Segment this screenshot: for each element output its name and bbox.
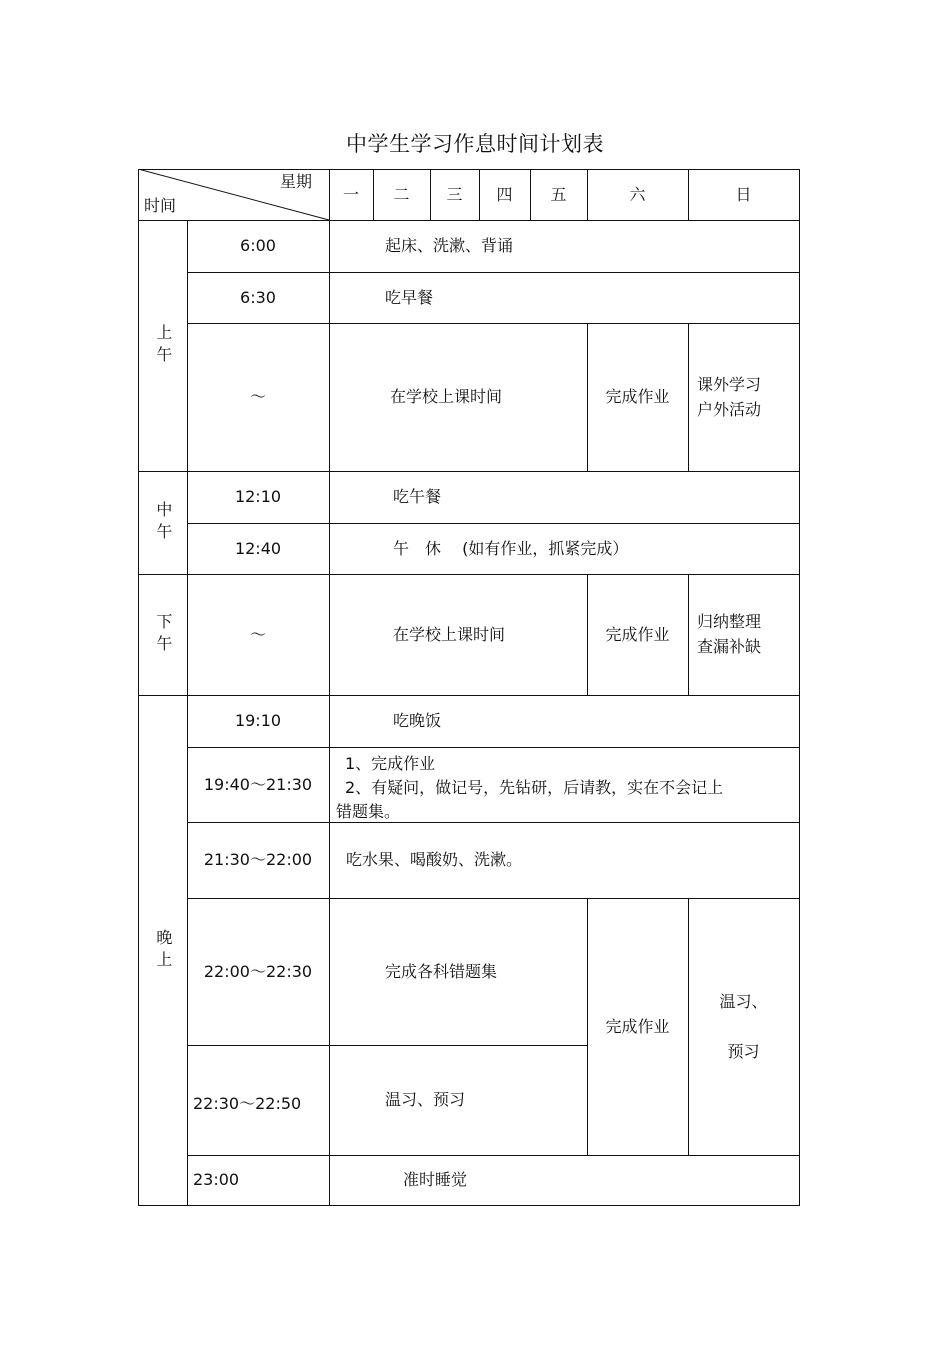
sunday-line: 查漏补缺 — [697, 637, 762, 656]
activity-cell: 午 休 (如有作业，抓紧完成） — [393, 538, 629, 558]
time-cell: 12:40 — [234, 538, 282, 558]
activity-cell: 在学校上课时间 — [390, 387, 503, 407]
activity-cell: 吃早餐 — [385, 287, 434, 307]
period-afternoon: 下午 — [153, 613, 173, 657]
activity-cell — [336, 752, 796, 824]
time-cell: 19:40～21:30 — [203, 774, 313, 794]
time-cell: 19:10 — [234, 711, 282, 731]
activity-cell: 吃午餐 — [393, 487, 442, 507]
day-header-fri: 五 — [550, 184, 567, 204]
activity-cell: 准时睡觉 — [403, 1170, 468, 1190]
period-noon: 中午 — [153, 501, 173, 545]
sunday-cell — [688, 899, 799, 1155]
time-cell: ～ — [249, 387, 266, 407]
time-cell: 22:00～22:30 — [203, 961, 313, 981]
corner-label-day: 星期 — [280, 172, 313, 191]
activity-cell: 在学校上课时间 — [393, 624, 506, 644]
activity-line: 2、有疑问，做记号，先钻研，后请教，实在不会记上 — [345, 778, 724, 797]
corner-label-time: 时间 — [144, 196, 177, 215]
time-cell: 6:30 — [240, 287, 276, 307]
time-cell: 21:30～22:00 — [203, 850, 313, 870]
sunday-line: 户外活动 — [697, 399, 762, 419]
saturday-cell: 完成作业 — [605, 1016, 670, 1036]
sunday-line: 温习、 — [719, 992, 768, 1011]
activity-cell: 完成各科错题集 — [385, 961, 498, 981]
saturday-cell: 完成作业 — [605, 624, 670, 644]
activity-cell: 吃水果、喝酸奶、洗漱。 — [346, 850, 523, 870]
sunday-line: 归纳整理 — [697, 612, 762, 632]
activity-line: 1、完成作业 — [345, 754, 436, 773]
time-cell: ～ — [249, 624, 266, 644]
day-header-mon: 一 — [342, 184, 359, 204]
saturday-cell: 完成作业 — [605, 387, 670, 407]
time-cell: 23:00 — [193, 1170, 240, 1190]
activity-cell: 温习、预习 — [385, 1090, 466, 1110]
activity-cell: 起床、洗漱、背诵 — [385, 236, 514, 256]
sunday-line: 课外学习 — [697, 374, 762, 394]
period-morning: 上午 — [153, 324, 173, 368]
period-evening: 晚上 — [153, 928, 173, 973]
day-header-sat: 六 — [629, 184, 646, 204]
time-cell: 6:00 — [240, 236, 276, 256]
day-header-tue: 二 — [393, 184, 410, 204]
day-header-thu: 四 — [496, 184, 513, 204]
time-cell: 22:30～22:50 — [193, 1094, 302, 1114]
page-title: 中学生学习作息时间计划表 — [346, 132, 604, 156]
sunday-cell — [697, 324, 761, 471]
time-cell: 12:10 — [234, 487, 282, 507]
sunday-cell — [697, 575, 761, 695]
sunday-line: 预习 — [727, 1042, 760, 1061]
day-header-sun: 日 — [735, 184, 752, 204]
activity-cell: 吃晚饭 — [393, 711, 442, 731]
day-header-wed: 三 — [446, 184, 463, 204]
activity-line: 错题集。 — [336, 802, 401, 821]
